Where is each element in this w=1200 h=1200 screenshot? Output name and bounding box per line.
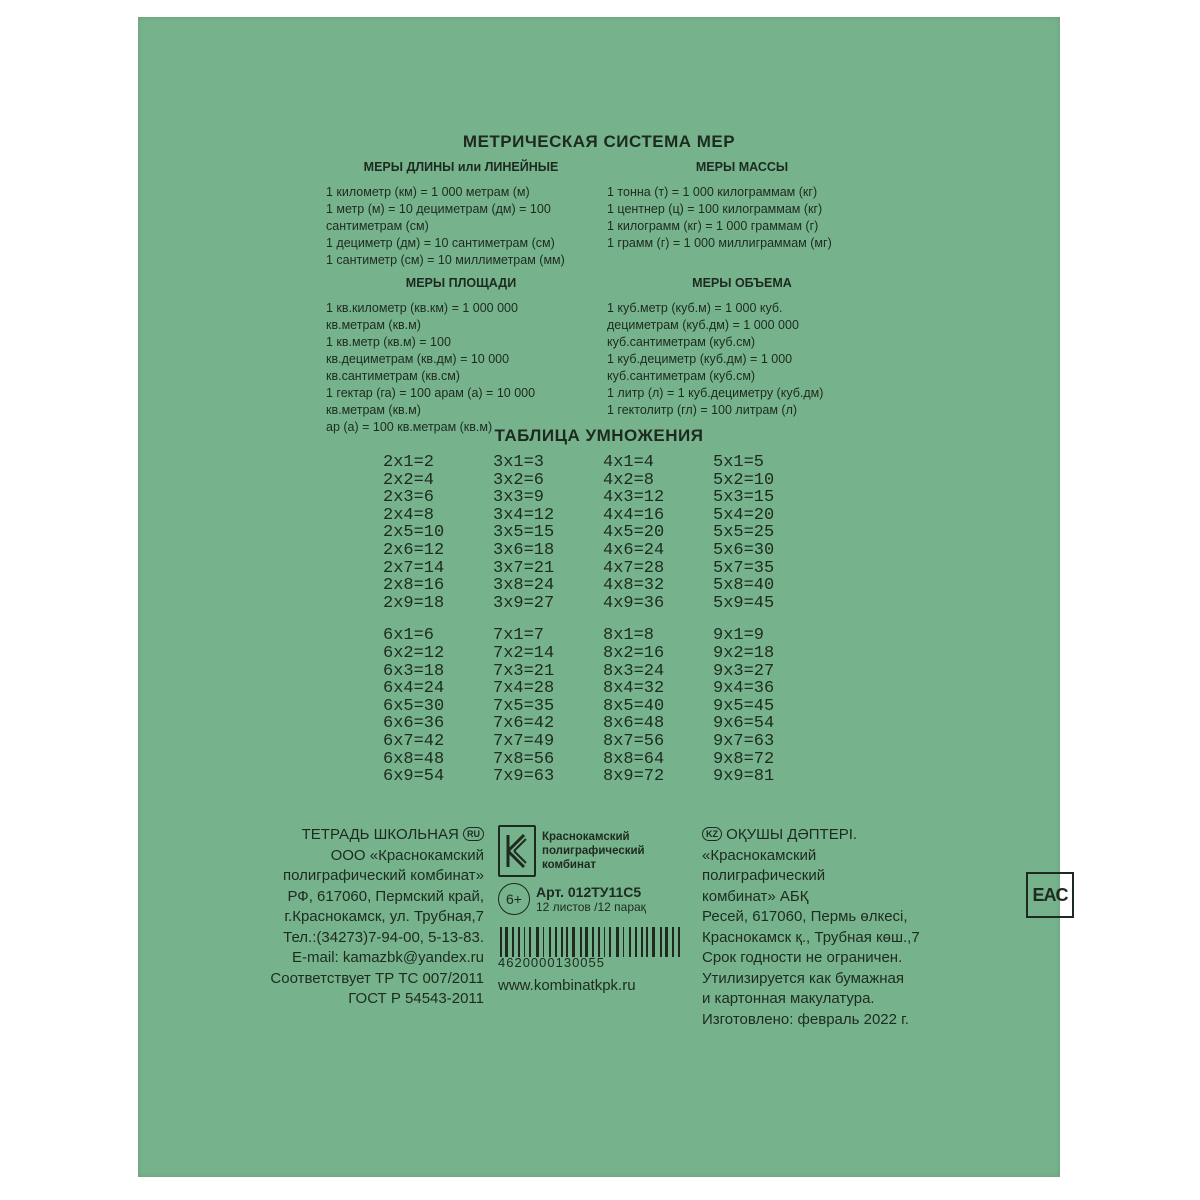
publisher-logo-block xyxy=(498,825,698,996)
measure-line: 1 килограмм (кг) = 1 000 граммам (г) xyxy=(607,219,819,233)
multiplication-item: 5x2=10 xyxy=(713,470,775,490)
measure-line: 1 километр (км) = 1 000 метрам (м) xyxy=(326,185,530,199)
multiplication-item: 6x7=42 xyxy=(383,731,445,751)
measure-line: кв.сантиметрам (кв.см) xyxy=(326,369,460,383)
multiplication-item: 4x4=16 xyxy=(603,505,665,525)
info-title: ТЕТРАДЬ ШКОЛЬНАЯ xyxy=(301,826,459,843)
multiplication-item: 7x8=56 xyxy=(493,749,555,769)
multiplication-item: 3x3=9 xyxy=(493,488,545,508)
measure-line: куб.сантиметрам (куб.см) xyxy=(607,335,756,349)
info-line: Изготовлено: февраль 2022 г. xyxy=(702,1010,909,1028)
multiplication-block xyxy=(493,454,603,612)
sheet-count: 12 листов /12 парақ xyxy=(536,900,646,914)
logo-line: Краснокамский xyxy=(542,831,630,843)
multiplication-block xyxy=(383,627,493,785)
age-rating-badge: 6+ xyxy=(498,883,530,915)
multiplication-item: 3x5=15 xyxy=(493,523,555,543)
measure-line: 1 куб.метр (куб.м) = 1 000 куб. xyxy=(607,301,783,315)
multiplication-block xyxy=(383,454,493,612)
multiplication-item: 2x2=4 xyxy=(383,470,435,490)
measure-line: 1 сантиметр (см) = 10 миллиметрам (мм) xyxy=(326,253,565,267)
info-line: комбинат» АБҚ xyxy=(702,887,809,905)
measure-line: 1 метр (м) = 10 дециметрам (дм) = 100 xyxy=(326,202,551,216)
multiplication-item: 2x6=12 xyxy=(383,540,445,560)
multiplication-item: 2x4=8 xyxy=(383,505,435,525)
multiplication-item: 6x9=54 xyxy=(383,767,445,787)
multiplication-item: 2x5=10 xyxy=(383,523,445,543)
multiplication-block xyxy=(713,627,823,785)
multiplication-item: 3x6=18 xyxy=(493,540,555,560)
measure-line: 1 дециметр (дм) = 10 сантиметрам (см) xyxy=(326,236,555,250)
measure-line: 1 гектар (га) = 100 арам (а) = 10 000 xyxy=(326,386,536,400)
multiplication-item: 4x5=20 xyxy=(603,523,665,543)
multiplication-table xyxy=(383,454,823,801)
multiplication-item: 7x4=28 xyxy=(493,679,555,699)
multiplication-item: 5x7=35 xyxy=(713,558,775,578)
measure-line: 1 куб.дециметр (куб.дм) = 1 000 xyxy=(607,352,793,366)
multiplication-item: 2x1=2 xyxy=(383,453,435,472)
multiplication-item: 2x8=16 xyxy=(383,576,445,596)
multiplication-item: 6x8=48 xyxy=(383,749,445,769)
multiplication-item: 5x6=30 xyxy=(713,540,775,560)
multiplication-item: 9x9=81 xyxy=(713,767,775,787)
info-line: Ресей, 617060, Пермь өлкесі, xyxy=(702,908,908,925)
info-line: полиграфический xyxy=(702,867,826,884)
multiplication-item: 7x9=63 xyxy=(493,767,555,787)
multiplication-item: 8x1=8 xyxy=(603,626,655,646)
info-line: Соответствует ТР ТС 007/2011 xyxy=(270,969,484,987)
multiplication-item: 7x1=7 xyxy=(493,626,545,646)
multiplication-block xyxy=(493,627,603,785)
multiplication-item: 6x4=24 xyxy=(383,679,445,699)
multiplication-item: 3x9=27 xyxy=(493,593,555,613)
metric-right-column xyxy=(607,159,877,423)
multiplication-item: 4x9=36 xyxy=(603,593,665,613)
info-line: и картонная макулатура. xyxy=(702,990,875,1007)
website-link: www.kombinatkpk.ru xyxy=(498,976,636,994)
info-line: Тел.:(34273)7-94-00, 5-13-83. xyxy=(283,928,484,946)
multiplication-item: 8x4=32 xyxy=(603,679,665,699)
multiplication-item: 8x2=16 xyxy=(603,643,665,663)
multiplication-item: 4x6=24 xyxy=(603,540,665,560)
measure-line: 1 грамм (г) = 1 000 миллиграммам (мг) xyxy=(607,236,832,250)
multiplication-item: 5x1=5 xyxy=(713,453,765,472)
info-line: полиграфический комбинат» xyxy=(283,867,484,884)
mass-section xyxy=(607,159,877,252)
info-line: «Краснокамский xyxy=(702,846,817,864)
measure-line: 1 кв.метр (кв.м) = 100 xyxy=(326,335,451,349)
multiplication-item: 4x7=28 xyxy=(603,558,665,578)
age-article-row xyxy=(498,883,698,915)
info-line: Краснокамск қ., Трубная көш.,7 xyxy=(702,928,920,946)
multiplication-item: 4x1=4 xyxy=(603,453,655,472)
metric-left-column xyxy=(326,159,596,440)
measure-line: 1 гектолитр (гл) = 100 литрам (л) xyxy=(607,403,798,417)
multiplication-item: 2x3=6 xyxy=(383,488,435,508)
info-line: РФ, 617060, Пермский край, xyxy=(287,887,484,905)
multiplication-item: 3x1=3 xyxy=(493,453,545,472)
info-line: ГОСТ Р 54543-2011 xyxy=(348,990,484,1007)
multiplication-item: 6x6=36 xyxy=(383,714,445,734)
multiplication-item: 6x3=18 xyxy=(383,661,445,681)
area-section xyxy=(326,275,596,436)
barcode xyxy=(498,919,698,957)
info-title-row xyxy=(270,825,484,846)
multiplication-item: 5x4=20 xyxy=(713,505,775,525)
publisher-logo-icon xyxy=(498,825,536,877)
multiplication-item: 9x3=27 xyxy=(713,661,775,681)
measure-line: 1 центнер (ц) = 100 килограммам (кг) xyxy=(607,202,823,216)
barcode-number: 4620000130055 xyxy=(498,955,605,970)
multiplication-item: 8x7=56 xyxy=(603,731,665,751)
multiplication-item: 6x2=12 xyxy=(383,643,445,663)
measure-line: кв.метрам (кв.м) xyxy=(326,318,421,332)
multiplication-item: 2x7=14 xyxy=(383,558,445,578)
measure-line: ар (а) = 100 кв.метрам (кв.м) xyxy=(326,420,493,434)
multiplication-item: 2x9=18 xyxy=(383,593,445,613)
publisher-info-ru xyxy=(270,825,484,1010)
kz-badge: KZ xyxy=(702,827,722,841)
info-line: E-mail: kamazbk@yandex.ru xyxy=(292,949,484,966)
length-section xyxy=(326,159,596,269)
multiplication-title: ТАБЛИЦА УМНОЖЕНИЯ xyxy=(494,426,704,445)
section-heading: МЕРЫ ДЛИНЫ или ЛИНЕЙНЫЕ xyxy=(363,160,559,174)
multiplication-item: 3x4=12 xyxy=(493,505,555,525)
multiplication-block xyxy=(603,454,713,612)
multiplication-item: 5x9=45 xyxy=(713,593,775,613)
multiplication-item: 9x4=36 xyxy=(713,679,775,699)
multiplication-item: 7x2=14 xyxy=(493,643,555,663)
multiplication-block xyxy=(713,454,823,612)
multiplication-item: 8x8=64 xyxy=(603,749,665,769)
multiplication-item: 9x1=9 xyxy=(713,626,765,646)
multiplication-item: 9x6=54 xyxy=(713,714,775,734)
multiplication-item: 7x3=21 xyxy=(493,661,555,681)
measure-line: 1 литр (л) = 1 куб.дециметру (куб.дм) xyxy=(607,386,824,400)
multiplication-item: 8x6=48 xyxy=(603,714,665,734)
measure-line: куб.сантиметрам (куб.см) xyxy=(607,369,756,383)
multiplication-item: 3x8=24 xyxy=(493,576,555,596)
info-title: ОҚУШЫ ДӘПТЕРІ. xyxy=(726,826,858,843)
multiplication-item: 5x3=15 xyxy=(713,488,775,508)
section-heading: МЕРЫ ОБЪЕМА xyxy=(692,276,792,290)
notebook-cover xyxy=(138,17,1068,1177)
info-title-row xyxy=(702,825,920,846)
publisher-logo-text xyxy=(542,830,645,872)
multiplication-item: 6x1=6 xyxy=(383,626,435,646)
multiplication-item: 7x5=35 xyxy=(493,696,555,716)
ru-badge: RU xyxy=(463,827,484,841)
publisher-info-kz xyxy=(702,825,920,1030)
multiplication-item: 4x3=12 xyxy=(603,488,665,508)
logo-line: комбинат xyxy=(542,859,596,871)
multiplication-item: 7x7=49 xyxy=(493,731,555,751)
multiplication-item: 4x2=8 xyxy=(603,470,655,490)
multiplication-item: 6x5=30 xyxy=(383,696,445,716)
multiplication-item: 7x6=42 xyxy=(493,714,555,734)
volume-section xyxy=(607,275,877,419)
publisher-logo xyxy=(498,825,698,877)
logo-line: полиграфический xyxy=(542,845,645,857)
info-line: Утилизируется как бумажная xyxy=(702,969,905,987)
multiplication-item: 8x3=24 xyxy=(603,661,665,681)
section-heading: МЕРЫ ПЛОЩАДИ xyxy=(405,276,517,290)
multiplication-item: 9x2=18 xyxy=(713,643,775,663)
multiplication-item: 5x8=40 xyxy=(713,576,775,596)
info-line: г.Краснокамск, ул. Трубная,7 xyxy=(284,908,484,925)
info-line: ООО «Краснокамский xyxy=(330,846,484,864)
info-line: Срок годности не ограничен. xyxy=(702,949,903,966)
measure-line: 1 кв.километр (кв.км) = 1 000 000 xyxy=(326,301,518,315)
article-info xyxy=(536,884,646,914)
multiplication-block xyxy=(603,627,713,785)
multiplication-item: 4x8=32 xyxy=(603,576,665,596)
multiplication-item: 9x8=72 xyxy=(713,749,775,769)
measure-line: дециметрам (куб.дм) = 1 000 000 xyxy=(607,318,799,332)
multiplication-item: 8x5=40 xyxy=(603,696,665,716)
measure-line: кв.метрам (кв.м) xyxy=(326,403,421,417)
measure-line: 1 тонна (т) = 1 000 килограммам (кг) xyxy=(607,185,818,199)
measure-line: сантиметрам (см) xyxy=(326,219,429,233)
multiplication-item: 3x7=21 xyxy=(493,558,555,578)
multiplication-item: 5x5=25 xyxy=(713,523,775,543)
article-number: Арт. 012ТУ11С5 xyxy=(536,884,642,900)
multiplication-item: 9x5=45 xyxy=(713,696,775,716)
metric-title: МЕТРИЧЕСКАЯ СИСТЕМА МЕР xyxy=(462,132,736,151)
eac-mark: EAC xyxy=(1026,872,1074,918)
multiplication-item: 9x7=63 xyxy=(713,731,775,751)
section-heading: МЕРЫ МАССЫ xyxy=(695,160,789,174)
multiplication-item: 3x2=6 xyxy=(493,470,545,490)
measure-line: кв.дециметрам (кв.дм) = 10 000 xyxy=(326,352,510,366)
multiplication-item: 8x9=72 xyxy=(603,767,665,787)
